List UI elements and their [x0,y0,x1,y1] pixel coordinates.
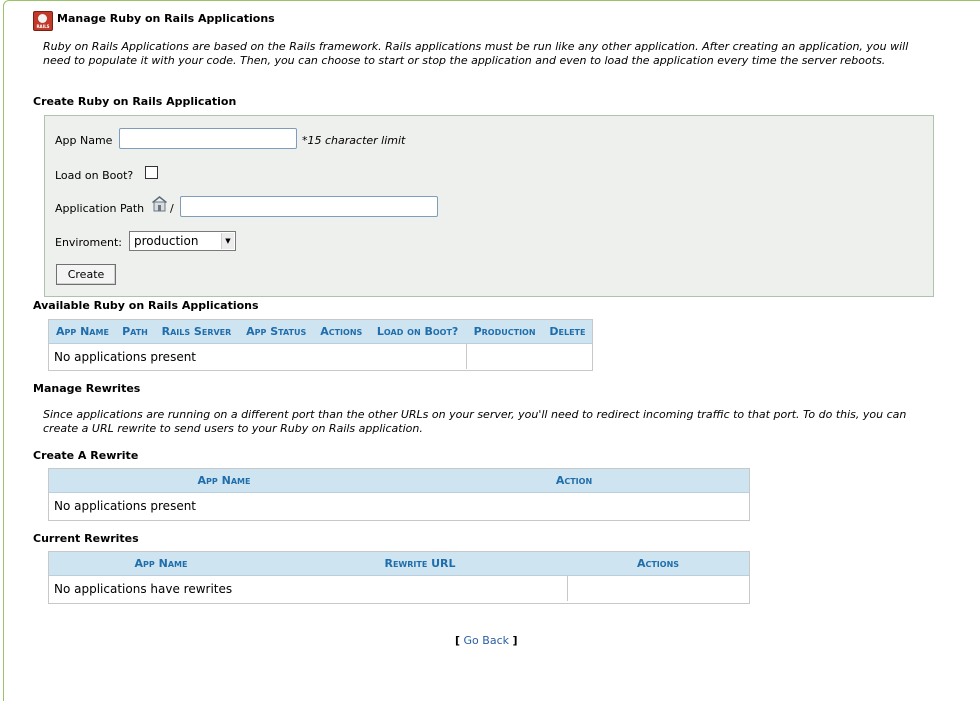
current-rewrites-table [48,551,750,604]
empty-cell [466,344,592,370]
environment-selected-value: production [134,234,199,248]
app-name-input[interactable] [119,128,297,149]
rewrites-description: Since applications are running on a different port than the other URLs on your server, you'll need to redirect incoming traffic to that port. To do this, you can create a URL rewrite to send users to your Ruby on Rails application. [43,408,907,435]
col-rewrite-url[interactable]: Rewrite URL [273,552,567,576]
environment-label: Enviroment: [55,236,122,249]
rails-logo-icon: RAILS [33,11,53,31]
go-back-nav [455,634,518,647]
dropdown-arrow-icon[interactable]: ▼ [221,233,234,249]
create-rewrite-heading: Create A Rewrite [33,449,139,462]
environment-select[interactable] [129,231,236,251]
load-on-boot-checkbox[interactable] [145,166,158,179]
col-path[interactable]: Path [116,320,154,344]
empty-message: No applications present [49,344,466,370]
col-app-status[interactable]: App Status [239,320,314,344]
col-current-actions[interactable]: Actions [567,552,749,576]
empty-message: No applications have rewrites [49,576,567,602]
current-rewrites-heading: Current Rewrites [33,532,139,545]
open-bracket: [ [455,634,461,647]
home-directory-icon [151,195,168,212]
available-apps-table [48,319,593,371]
create-app-heading: Create Ruby on Rails Application [33,95,237,108]
available-apps-heading: Available Ruby on Rails Applications [33,299,259,312]
empty-message: No applications present [54,498,197,513]
char-limit-note: *15 character limit [302,134,406,147]
col-rails-server[interactable]: Rails Server [154,320,239,344]
manage-rewrites-heading: Manage Rewrites [33,382,141,395]
intro-text: Ruby on Rails Applications are based on the Rails framework. Rails applications must be run like any other application. After creating an application, you will need to populate it with your code. Then, you can choose to start or stop the application and even to load the application every time the server reboots. [43,40,909,67]
app-path-label: Application Path [55,202,145,215]
path-separator: / [170,202,174,215]
col-actions[interactable]: Actions [314,320,369,344]
create-button[interactable]: Create [56,264,116,285]
create-rewrite-table [48,468,750,521]
load-on-boot-label: Load on Boot? [55,169,134,182]
close-bracket: ] [512,634,518,647]
app-path-input[interactable] [180,196,438,217]
col-app-name[interactable]: App Name [49,320,116,344]
app-name-label: App Name [55,134,113,147]
col-production[interactable]: Production [466,320,543,344]
col-load-on-boot[interactable]: Load on Boot? [369,320,466,344]
table-row [49,576,749,602]
table-row [49,344,592,370]
go-back-link[interactable]: Go Back [463,634,509,647]
col-rewrite-app-name[interactable]: App Name [49,469,399,493]
col-delete[interactable]: Delete [543,320,592,344]
col-rewrite-action[interactable]: Action [399,469,749,493]
table-row [49,493,749,519]
col-current-app-name[interactable]: App Name [49,552,273,576]
page-title: Manage Ruby on Rails Applications [57,12,275,25]
empty-cell [567,576,749,602]
